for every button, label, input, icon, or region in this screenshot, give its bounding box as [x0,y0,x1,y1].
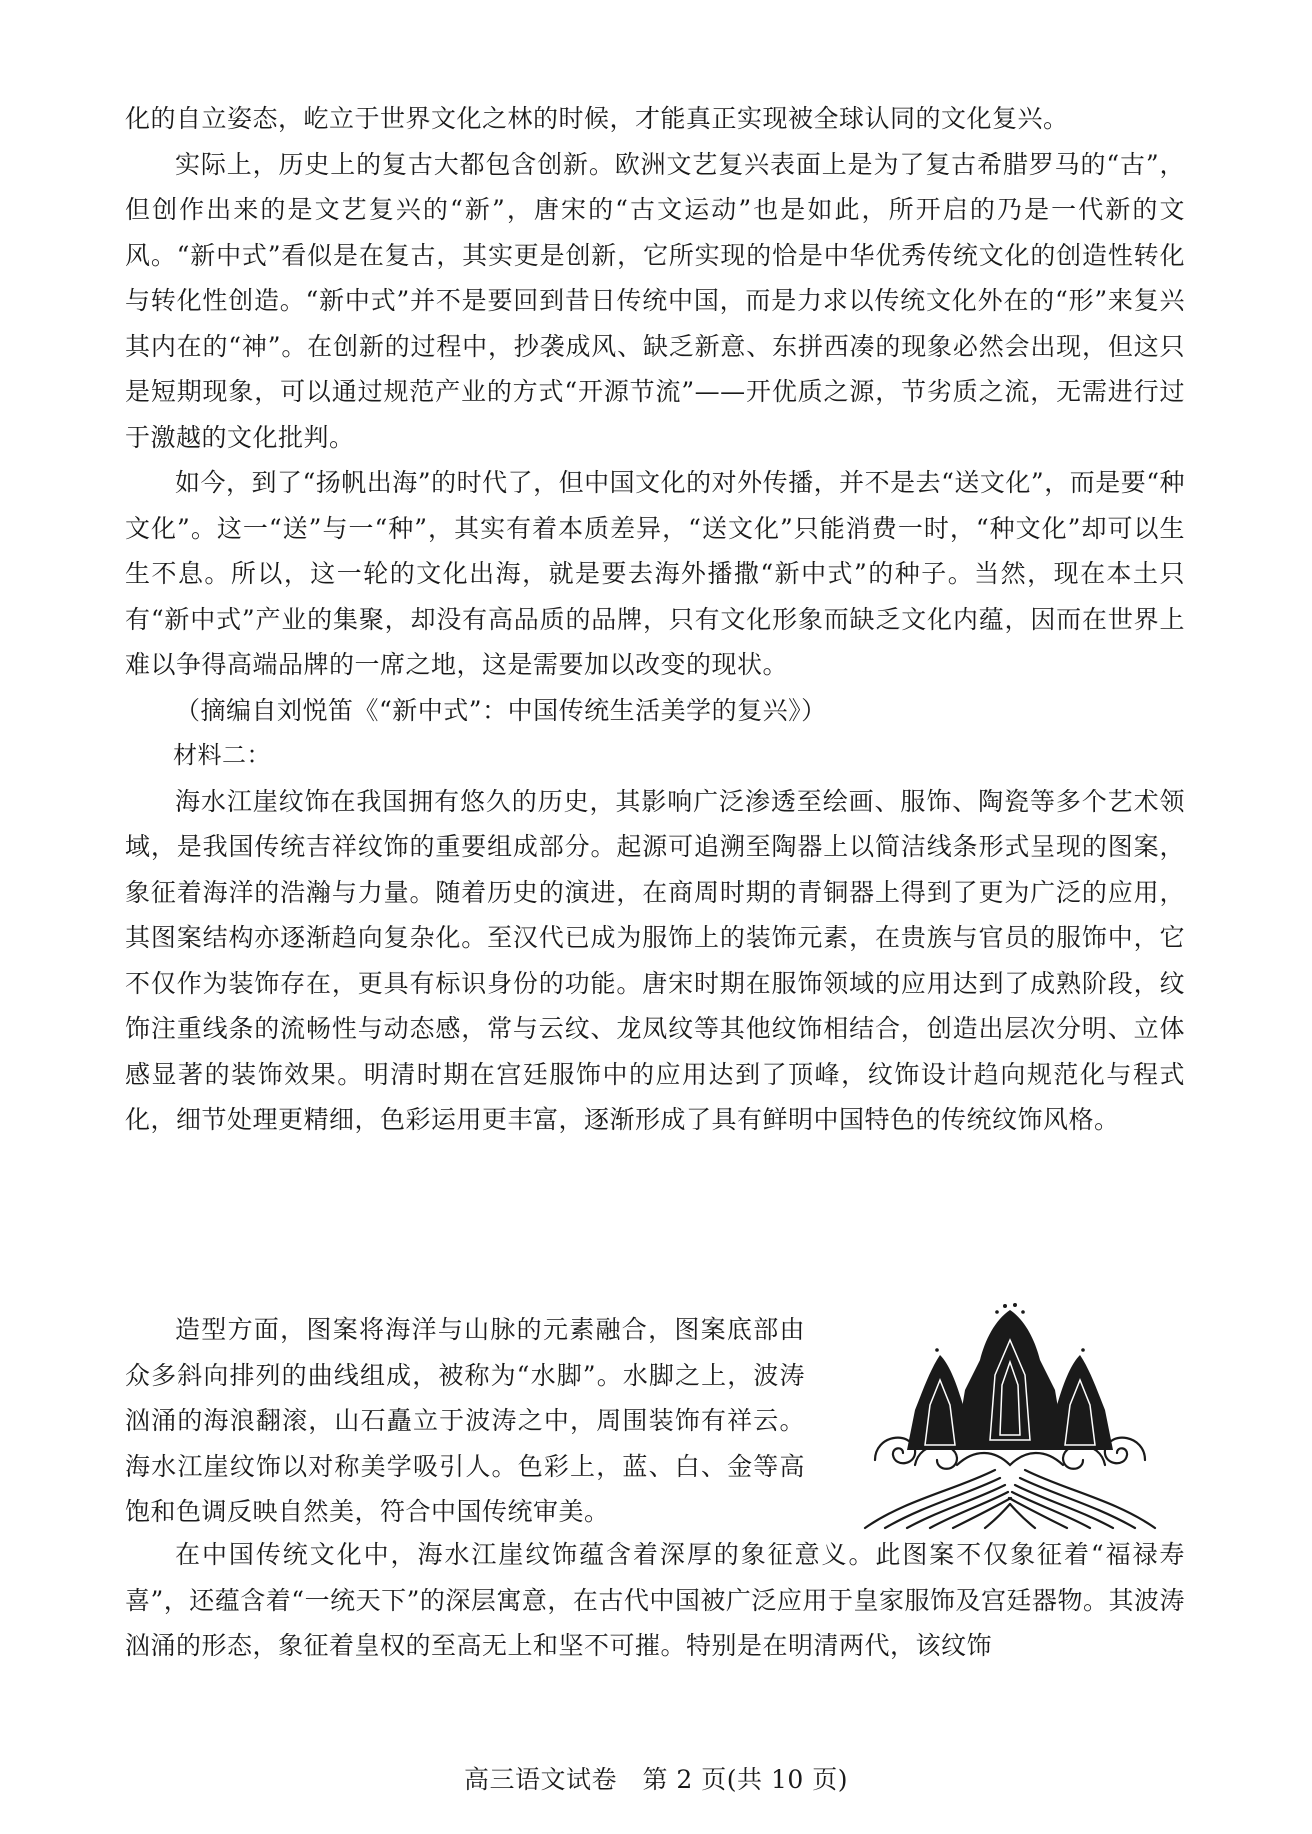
symbol-text-block [125,1532,1185,1669]
paragraph-shape: 造型方面，图案将海洋与山脉的元素融合，图案底部由众多斜向排列的曲线组成，被称为“水脚”。水脚之上，波涛汹涌的海浪翻滚，山石矗立于波涛之中，周围装饰有祥云。海水江崖纹饰以对称美学吸引人。色彩上，蓝、白、金等高饱和色调反映自然美，符合中国传统审美。 [125,1315,805,1526]
paragraph-material-two: 海水江崖纹饰在我国拥有悠久的历史，其影响广泛渗透至绘画、服饰、陶瓷等多个艺术领域，是我国传统吉祥纹饰的重要组成部分。起源可追溯至陶器上以简洁线条形式呈现的图案，象征着海洋的浩瀚与力量。随着历史的演进，在商周时期的青铜器上得到了更为广泛的应用，其图案结构亦逐渐趋向复杂化。至汉代已成为服饰上的装饰元素，在贵族与官员的服饰中，它不仅作为装饰存在，更具有标识身份的功能。唐宋时期在服饰领域的应用达到了成熟阶段，纹饰注重线条的流畅性与动态感，常与云纹、龙凤纹等其他纹饰相结合，创造出层次分明、立体感显著的装饰效果。明清时期在宫廷服饰中的应用达到了顶峰，纹饰设计趋向规范化与程式化，细节处理更精细，色彩运用更丰富，逐渐形成了具有鲜明中国特色的传统纹饰风格。 [125,786,1185,1134]
paragraph-continuation: 化的自立姿态，屹立于世界文化之林的时候，才能真正实现被全球认同的文化复兴。 [125,104,1069,133]
page-footer: 高三语文试卷 第 2 页(共 10 页) [463,1765,848,1794]
shape-text-block [125,1307,805,1535]
sea-cliff-pattern-icon [845,1300,1175,1535]
material-heading: 材料二： [173,741,271,769]
top-text-block [125,96,1185,1143]
source-citation: （摘编自刘悦笛《“新中式”：中国传统生活美学的复兴》） [175,695,827,725]
paragraph-culture-export: 如今，到了“扬帆出海”的时代了，但中国文化的对外传播，并不是去“送文化”，而是要“种文化”。这一“送”与一“种”，其实有着本质差异，“送文化”只能消费一时，“种文化”却可以生生不息。所以，这一轮的文化出海，就是要去海外播撒“新中式”的种子。当然，现在本土只有“新中式”产业的集聚，却没有高品质的品牌，只有文化形象而缺乏文化内蕴，因而在世界上难以争得高端品牌的一席之地，这是需要加以改变的现状。 [125,468,1185,679]
paragraph-symbol: 在中国传统文化中，海水江崖纹饰蕴含着深厚的象征意义。此图案不仅象征着“福禄寿喜”，还蕴含着“一统天下”的深层寓意，在古代中国被广泛应用于皇家服饰及宫廷器物。其波涛汹涌的形态，象征着皇权的至高无上和坚不可摧。特别是在明清两代，该纹饰 [125,1540,1185,1660]
paragraph-innovation: 实际上，历史上的复古大都包含创新。欧洲文艺复兴表面上是为了复古希腊罗马的“古”，但创作出来的是文艺复兴的“新”，唐宋的“古文运动”也是如此，所开启的乃是一代新的文风。“新中式”看似是在复古，其实更是创新，它所实现的恰是中华优秀传统文化的创造性转化与转化性创造。“新中式”并不是要回到昔日传统中国，而是力求以传统文化外在的“形”来复兴其内在的“神”。在创新的过程中，抄袭成风、缺乏新意、东拼西凑的现象必然会出现，但这只是短期现象，可以通过规范产业的方式“开源节流”——开优质之源，节劣质之流，无需进行过于激越的文化批判。 [125,149,1185,452]
